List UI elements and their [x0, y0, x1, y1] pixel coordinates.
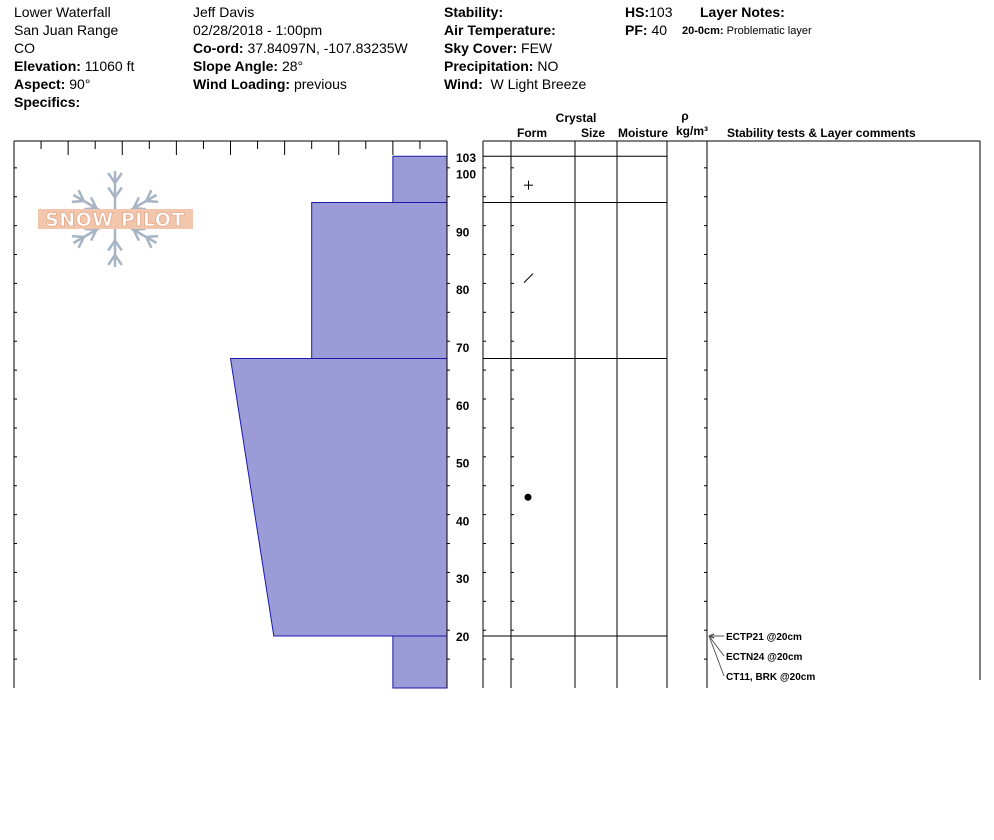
hardness-layer — [393, 636, 447, 688]
precip-label: Precipitation: — [444, 58, 534, 74]
location-name: Lower Waterfall — [14, 4, 111, 20]
height-tick-label: 100 — [456, 167, 477, 182]
rounded-grain-symbol — [525, 494, 532, 501]
state-name: CO — [14, 40, 35, 56]
wind-label: Wind: — [444, 76, 483, 92]
layer-notes-label: Layer Notes: — [700, 4, 785, 20]
elevation-label: Elevation: — [14, 58, 81, 74]
stability-test-label: ECTN24 @20cm — [726, 652, 803, 663]
wind-loading-label: Wind Loading: — [193, 76, 291, 92]
aspect-label: Aspect: — [14, 76, 66, 92]
pf-value: 40 — [651, 22, 668, 38]
wind-loading-value: previous — [293, 76, 347, 92]
height-tick-label: 20 — [456, 630, 470, 644]
height-tick-label: 90 — [456, 225, 470, 240]
decomposing-symbol — [524, 274, 533, 283]
specifics-label: Specifics: — [14, 94, 81, 110]
height-tick-label: 30 — [456, 572, 470, 587]
height-tick-label: 50 — [456, 456, 470, 471]
aspect-value: 90° — [69, 76, 91, 92]
hs-value: 103 — [649, 4, 673, 20]
layer-note-text: Problematic layer — [726, 25, 812, 37]
sky-label: Sky Cover: — [444, 40, 518, 56]
precip-value: NO — [537, 58, 559, 74]
observer-name: Jeff Davis — [193, 4, 255, 20]
height-tick-label: 60 — [456, 398, 470, 413]
flake-branch — [72, 201, 84, 202]
logo-text: SNOW PILOT — [45, 209, 185, 231]
stability-test-label: CT11, BRK @20cm — [726, 672, 816, 683]
stability-header: Stability tests & Layer comments — [727, 126, 916, 140]
coord-label: Co-ord: — [193, 40, 244, 56]
air-temp-label: Air Temperature: — [444, 22, 556, 38]
stability-tests — [709, 632, 815, 683]
sky-value: FEW — [521, 40, 553, 56]
stability-test-label: ECTP21 @20cm — [726, 632, 802, 643]
test-leader — [709, 636, 724, 656]
layer-table — [483, 141, 980, 688]
hardness-profile — [231, 156, 448, 688]
height-tick-label: 80 — [456, 283, 470, 298]
flake-branch — [146, 201, 158, 202]
slope-label: Slope Angle: — [193, 58, 279, 74]
height-axis-labels — [456, 168, 476, 644]
pf-label: PF: — [625, 22, 648, 38]
slope-value: 28° — [281, 58, 304, 74]
hardness-layer — [312, 203, 447, 359]
hs-axis-label: 103 — [456, 151, 477, 165]
moisture-header: Moisture — [617, 126, 669, 140]
height-tick-label: 40 — [456, 514, 470, 529]
hs-label: HS: — [625, 4, 650, 20]
elevation-value: 11060 ft — [84, 58, 135, 74]
layer-note-depth: 20-0cm: — [682, 25, 724, 37]
flake-branch — [146, 236, 158, 237]
flake-branch — [72, 236, 84, 237]
coord-value: 37.84097N, -107.83235W — [247, 40, 408, 56]
table-headers — [517, 109, 916, 140]
range-name: San Juan Range — [14, 22, 119, 38]
crystal-form-symbols — [513, 181, 533, 636]
hardness-ticks — [14, 141, 447, 155]
new-snow-symbol — [524, 181, 533, 190]
rho-header: ρ — [681, 109, 689, 123]
observation-datetime: 02/28/2018 - 1:00pm — [193, 22, 323, 38]
hardness-layer — [393, 156, 447, 202]
crystal-header: Crystal — [555, 111, 597, 125]
height-tick-label: 70 — [456, 341, 470, 355]
hardness-layer — [231, 359, 448, 636]
table-ticks — [483, 168, 707, 659]
snowpilot-logo — [38, 171, 193, 267]
form-header: Form — [517, 126, 547, 140]
size-header: Size — [580, 126, 606, 140]
density-header: kg/m³ — [675, 124, 709, 138]
wind-value: W Light Breeze — [490, 76, 587, 92]
stability-label: Stability: — [444, 4, 504, 20]
test-leader — [709, 636, 724, 676]
